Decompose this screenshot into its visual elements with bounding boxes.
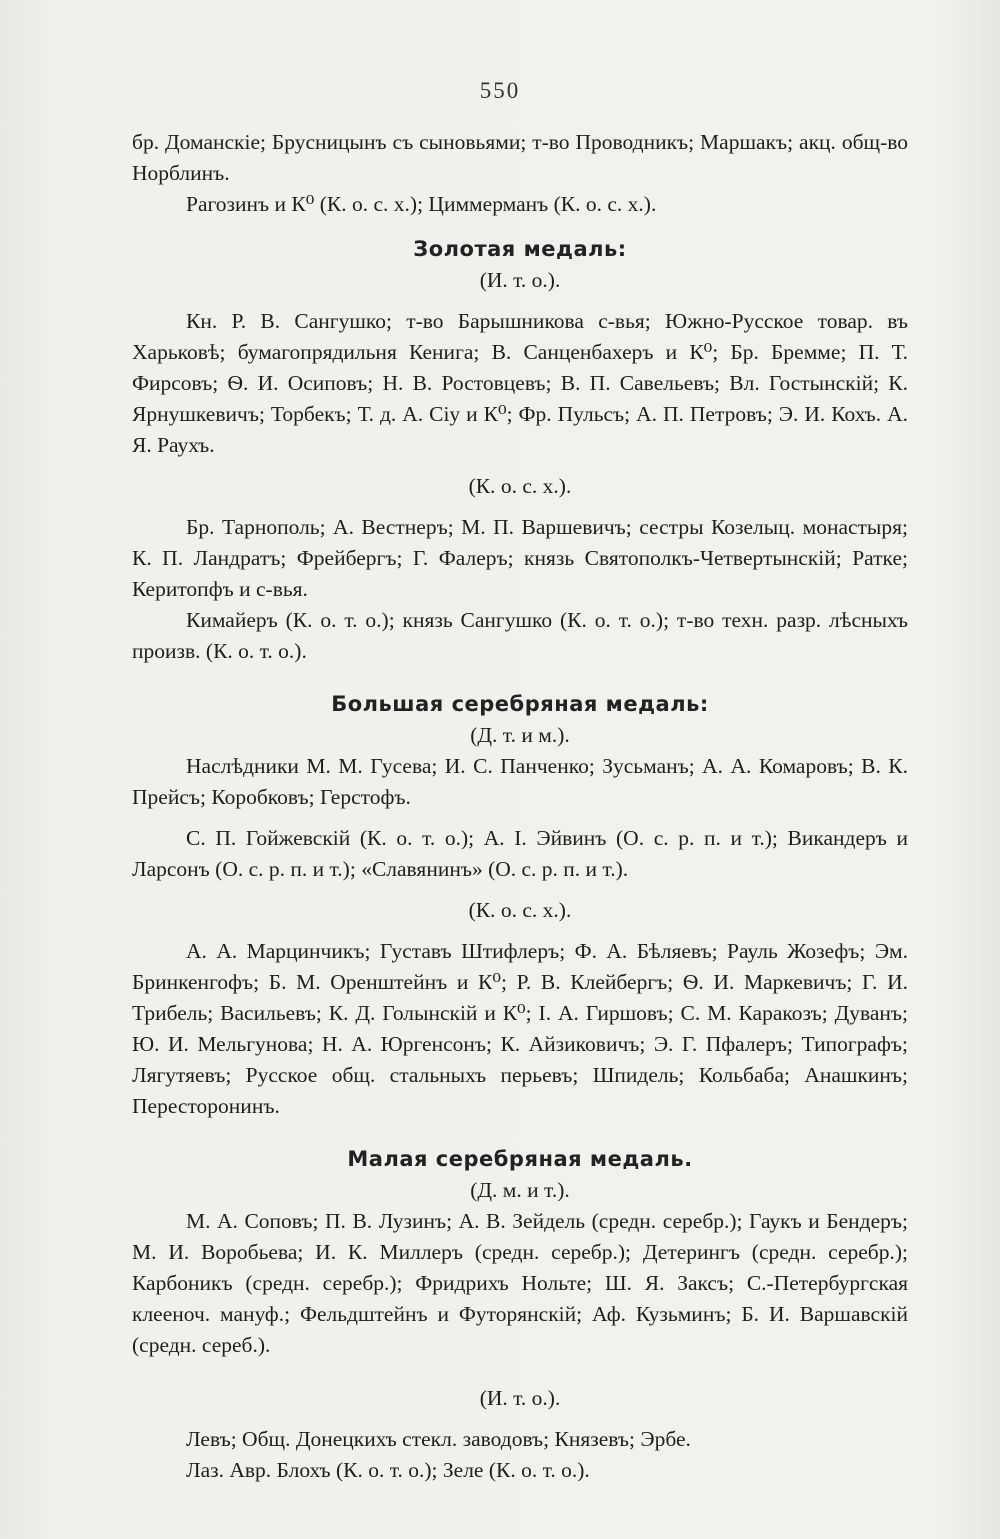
award-paragraph: Левъ; Общ. Донецкихъ стекл. заводовъ; Князевъ; Эрбе. [186, 1427, 691, 1451]
medal-heading: Большая серебряная медаль: [331, 692, 709, 716]
spacer [132, 1414, 908, 1424]
award-paragraph: Лаз. Авр. Блохъ (К. о. т. о.); Зеле (К. о. т. о.). [186, 1458, 590, 1482]
award-paragraph: А. А. Марцинчикъ; Густавъ Штифлеръ; Ф. А. Бѣляевъ; Рауль Жозефъ; Эм. Бринкенгофъ; Б. М. Оренштейнъ и К⁰; Р. В. Клейбергъ; Ѳ. И. Маркевичъ; Г. И. Трибель; Васильевъ; К. Д. Голынскій и К⁰; І. А. Гиршовъ; С. М. Каракозъ; Дуванъ; Ю. И. Мельгунова; Н. А. Юргенсонъ; К. Айзиковичъ; Э. Г. Пфалеръ; Типографъ; Лягутяевъ; Русское общ. стальныхъ перьевъ; Шпидель; Кольбаба; Анашкинъ; Пересторонинъ. [132, 939, 908, 1118]
category-label: (К. о. с. х.). [468, 474, 572, 498]
award-paragraph: бр. Доманскіе; Брусницынъ съ сыновьями; т-во Проводникъ; Маршакъ; акц. общ-во Норблинъ. [132, 130, 908, 185]
award-paragraph: С. П. Гойжевскій (К. о. т. о.); А. І. Эйвинъ (О. с. р. п. и т.); Викандеръ и Ларсонъ (О. с. р. п. и т.); «Славянинъ» (О. с. р. п. и т.). [132, 826, 908, 881]
spacer [132, 926, 908, 936]
category-label: (К. о. с. х.). [468, 898, 572, 922]
page-body [132, 127, 908, 1486]
category-label: (Д. т. и м.). [470, 723, 570, 747]
page-number: 550 [479, 78, 521, 103]
spacer [132, 220, 908, 234]
spacer [132, 813, 908, 823]
award-paragraph: М. А. Соповъ; П. В. Лузинъ; А. В. Зейдель (средн. серебр.); Гаукъ и Бендеръ; М. И. Воробьева; И. К. Миллеръ (средн. серебр.); Детерингъ (средн. серебр.); Карбоникъ (средн. серебр.); Фридрихъ Нольте; Ш. Я. Заксъ; С.-Петербургская клееноч. мануф.; Фельдштейнъ и Футорянскій; Аф. Кузьминъ; Б. И. Варшавскій (средн. сереб.). [132, 1209, 908, 1357]
spacer [132, 885, 908, 895]
award-paragraph: Бр. Тарнополь; А. Вестнеръ; М. П. Варшевичъ; сестры Козелыц. монастыря; К. П. Ландратъ; Фрейбергъ; Г. Фалеръ; князь Святополкъ-Четвертынскій; Ратке; Керитопфъ и с-вья. [132, 515, 908, 601]
spacer [132, 1122, 908, 1144]
award-paragraph: Кн. Р. В. Сангушко; т-во Барышникова с-вья; Южно-Русское товар. въ Харьковѣ; бумагопрядильня Кенига; В. Санценбахеръ и К⁰; Бр. Бремме; П. Т. Фирсовъ; Ѳ. И. Осиповъ; Н. В. Ростовцевъ; В. П. Савельевъ; Вл. Гостынскій; К. Ярнушкевичъ; Торбекъ; Т. д. А. Сіу и К⁰; Фр. Пульсъ; А. П. Петровъ; Э. И. Кохъ. А. Я. Раухъ. [132, 309, 908, 457]
award-paragraph: Наслѣдники М. М. Гусева; И. С. Панченко; Зусьманъ; А. А. Комаровъ; В. К. Прейсъ; Коробковъ; Герстофъ. [132, 754, 908, 809]
spacer [132, 502, 908, 512]
spacer [132, 1361, 908, 1383]
spacer [132, 667, 908, 689]
medal-heading: Золотая медаль: [413, 237, 627, 261]
award-paragraph: Рагозинъ и К⁰ (К. о. с. х.); Циммерманъ (К. о. с. х.). [186, 192, 657, 216]
spacer [132, 461, 908, 471]
category-label: (И. т. о.). [479, 1386, 561, 1410]
category-label: (И. т. о.). [479, 268, 561, 292]
medal-heading: Малая серебряная медаль. [347, 1147, 693, 1171]
spacer [132, 296, 908, 306]
category-label: (Д. м. и т.). [470, 1178, 570, 1202]
award-paragraph: Кимайеръ (К. о. т. о.); князь Сангушко (К. о. т. о.); т-во техн. разр. лѣсныхъ произв. (К. о. т. о.). [132, 608, 908, 663]
